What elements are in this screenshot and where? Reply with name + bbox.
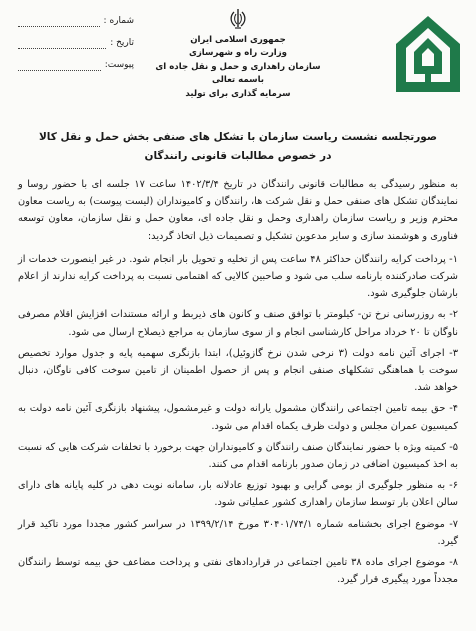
number-dotted-line bbox=[18, 16, 100, 27]
decision-item-8: ۸- موضوع اجرای ماده ۳۸ تامین اجتماعی در قراردادهای نفتی و پرداخت مضاعف حق بیمه توسط رانندگان مجدداً مورد پیگیری قرار گیرد. bbox=[18, 557, 458, 586]
iran-emblem-icon bbox=[228, 8, 248, 30]
decision-item-4: ۴- حق بیمه تامین اجتماعی رانندگان مشمول یارانه دولت و غیرمشمول، پیشنهاد بازنگری آئین نامه دولت به کمیسیون عمران مجلس و دولت ظرف یکماه اقدام می شود. bbox=[18, 403, 458, 432]
letterhead-slogan: سرمایه گذاری برای تولید bbox=[185, 88, 291, 99]
letterhead bbox=[150, 34, 326, 101]
date-dotted-line bbox=[18, 38, 106, 49]
decision-item-1: ۱- پرداخت کرایه رانندگان حداکثر ۴۸ ساعت پس از تخلیه و تحویل بار انجام شود. در غیر اینصورت خدمات از شرکت صادرکننده بارنامه سلب می شود و صاحبین کالایی که اهتمامی نسبت به پرداخت کرایه ندارند از اعلام بارشان جلوگیری شود. bbox=[18, 253, 458, 300]
decision-item-7: ۷- موضوع اجرای بخشنامه شماره ۳۰۴۰۱/۷۴/۱ مورخ ۱۳۹۹/۲/۱۴ در سراسر کشور مجددا مورد تاکید قرار گیرد. bbox=[18, 518, 459, 547]
letterhead-country: جمهوری اسلامی ایران bbox=[190, 35, 286, 45]
decision-item-6: ۶- به منظور جلوگیری از بومی گرایی و بهبود توزیع عادلانه بار، سامانه نوبت دهی در کلیه پایانه های دارای سالن اعلان بار توسط سازمان راهداری کشور عملیاتی شود. bbox=[18, 480, 458, 509]
date-label: تاریخ : bbox=[110, 38, 134, 48]
document-meta bbox=[14, 10, 134, 76]
title-line-2: در خصوص مطالبات قانونی رانندگان bbox=[144, 150, 332, 162]
decision-item-5: ۵- کمیته ویژه با حضور نمایندگان صنف رانندگان و کامیونداران جهت برخورد با تخلفات شرکت هایی که نسبت به اخذ کمیسیون اضافی در زمان صدور بارنامه اقدام می کنند. bbox=[18, 441, 458, 471]
document-title bbox=[20, 128, 456, 166]
number-label: شماره : bbox=[103, 16, 134, 26]
number-row bbox=[14, 10, 134, 32]
intro-paragraph: به منظور رسیدگی به مطالبات قانونی رانندگان در تاریخ ۱۴۰۲/۳/۴ ساعت ۱۷ جلسه ای با حضور روسا و نمایندگان تشکل های صنفی حمل و نقل شرکت ها، رانندگان و کامیونداران (لیست پیوست) به ریاست معاون محترم وزیر و ریاست سازمان راهداری وحمل و نقل جاده ای، معاون حمل و نقل سازمان، معاون توسعه فناوری و هوشمند سازی و سایر مدعوین تشکیل و تصمیمات ذیل اتخاذ گردید: bbox=[18, 179, 459, 242]
letterhead-invocation: باسمه تعالی bbox=[211, 75, 265, 86]
organization-logo bbox=[394, 14, 462, 94]
letterhead-organization: سازمان راهداری و حمل و نقل جاده ای bbox=[155, 61, 321, 72]
decision-item-2: ۲- به روزرسانی نرخ تن- کیلومتر با توافق صنف و کانون های ذیربط و ارائه مستندات افزایش اقلام مصرفی ناوگان تا ۲۰ خرداد مراحل کارشناسی انجام و از سوی سازمان به مراجع ذیصلاح ارسال می شود. bbox=[18, 309, 458, 338]
title-line-1: صورتجلسه نشست ریاست سازمان با تشکل های صنفی بخش حمل و نقل کالا bbox=[38, 131, 438, 143]
attachment-dotted-line bbox=[18, 60, 101, 71]
document-body bbox=[18, 176, 458, 592]
date-row bbox=[14, 32, 134, 54]
attachment-label: پیوست: bbox=[104, 60, 134, 70]
decision-item-3: ۳- اجرای آئین نامه دولت (۳ نرخی شدن نرخ گازوئیل)، ابتدا بازنگری سهمیه پایه و جدول موارد تخصیص سوخت با هماهنگی تشکلهای صنفی انجام و پس از حصول اطمینان از تامین سوخت کافی ناوگان، دنبال خواهد شد. bbox=[18, 347, 458, 394]
letterhead-ministry: وزارت راه و شهرسازی bbox=[188, 48, 288, 59]
attachment-row bbox=[14, 54, 134, 76]
